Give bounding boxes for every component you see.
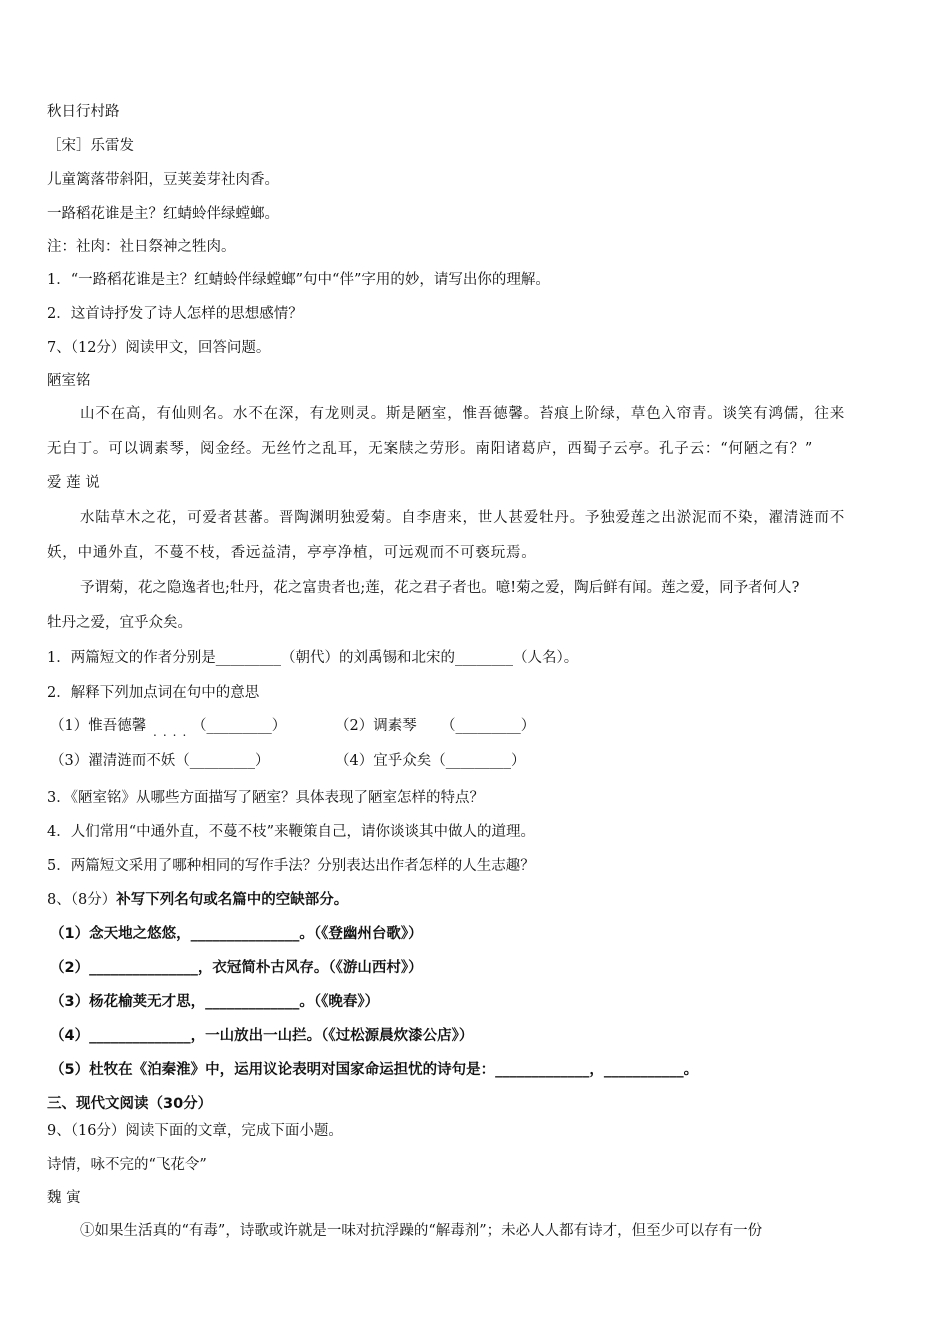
poem-title: 秋日行村路: [47, 104, 120, 120]
fill-in-item: （3）杨花榆荚无才思，_____________。（《晚春》）: [50, 994, 380, 1010]
article-title: 诗情，咏不完的“飞花令”: [47, 1157, 207, 1173]
sub-question-1: （1）惟吾德馨: [50, 718, 147, 734]
passage-paragraph: 妖，中通外直，不蔓不枝，香远益清，亭亭净植，可远观而不可亵玩焉。: [47, 545, 537, 561]
passage-paragraph: 牡丹之爱，宜乎众矣。: [47, 615, 192, 631]
poem-note: 注：社肉：社日祭神之牲肉。: [47, 239, 236, 255]
question-item: 3．《陋室铭》从哪些方面描写了陋室？具体表现了陋室怎样的特点？: [47, 790, 484, 806]
question-header: 7、（12分）阅读甲文，回答问题。: [47, 340, 271, 356]
sub-question-3: （3）濯清涟而不妖（_________）: [50, 753, 270, 769]
question-item: 4．人们常用“中通外直，不蔓不枝”来鞭策自己，请你谈谈其中做人的道理。: [47, 824, 536, 840]
poem-line: 儿童篱落带斜阳，豆荚姜芽社肉香。: [47, 172, 279, 188]
article-author: 魏 寅: [47, 1190, 81, 1206]
passage-paragraph: 山不在高，有仙则名。水不在深，有龙则灵。斯是陋室，惟吾德馨。苔痕上阶绿，草色入帘青。谈笑有鸿儒，往来: [80, 406, 845, 422]
poem-author: ［宋］乐雷发: [47, 138, 134, 154]
question-header: 9、（16分）阅读下面的文章，完成下面小题。: [47, 1123, 343, 1139]
passage-paragraph: 无白丁。可以调素琴，阅金经。无丝竹之乱耳，无案牍之劳形。南阳诸葛庐，西蜀子云亭。孔子云：“何陋之有？”: [47, 441, 814, 457]
emphasis-dots: ....: [153, 725, 193, 739]
poem-line: 一路稻花谁是主？红蜻蛉伴绿螳螂。: [47, 206, 279, 222]
passage-title: 爱 莲 说: [47, 475, 100, 491]
question-header-instruction: 补写下列名句或名篇中的空缺部分。: [116, 892, 349, 908]
question-item: 2．解释下列加点词在句中的意思: [47, 685, 260, 701]
question-item: 1．“一路稻花谁是主？红蜻蛉伴绿螳螂”句中“伴”字用的妙，请写出你的理解。: [47, 272, 550, 288]
question-item: 1．两篇短文的作者分别是_________（朝代）的刘禹锡和北宋的________（人名）。: [47, 650, 579, 666]
sub-question-2-blank: （_________）: [441, 718, 536, 734]
sub-question-1-blank: （_________）: [192, 718, 287, 734]
fill-in-item: （5）杜牧在《泊秦淮》中，运用议论表明对国家命运担忧的诗句是：_____________，___________。: [50, 1062, 699, 1078]
question-header-number: 8、（8分）: [47, 892, 117, 908]
fill-in-item: （2）_______________，衣冠简朴古风存。（《游山西村》）: [50, 960, 423, 976]
fill-in-item: （1）念天地之悠悠，_______________。（《登幽州台歌》）: [50, 926, 423, 942]
article-paragraph: ①如果生活真的“有毒”，诗歌或许就是一味对抗浮躁的“解毒剂”；未必人人都有诗才，但至少可以存有一份: [80, 1223, 763, 1239]
question-item: 2．这首诗抒发了诗人怎样的思想感情？: [47, 306, 303, 322]
passage-paragraph: 予谓菊，花之隐逸者也;牡丹，花之富贵者也;莲，花之君子者也。噫!菊之爱，陶后鲜有闻。莲之爱，同予者何人?: [80, 580, 800, 596]
passage-title: 陋室铭: [47, 373, 91, 389]
question-header: [47, 890, 348, 910]
sub-question-4: （4）宜乎众矣（_________）: [335, 753, 526, 769]
sub-question-2: （2）调素琴: [335, 718, 417, 734]
question-item: 5．两篇短文采用了哪种相同的写作手法？分别表达出作者怎样的人生志趣？: [47, 858, 535, 874]
fill-in-item: （4）______________，一山放出一山拦。（《过松源晨炊漆公店》）: [50, 1028, 474, 1044]
passage-paragraph: 水陆草木之花，可爱者甚蕃。晋陶渊明独爱菊。自李唐来，世人甚爱牡丹。予独爱莲之出淤泥而不染，濯清涟而不: [80, 510, 845, 526]
section-heading: 三、现代文阅读（30分）: [47, 1096, 213, 1112]
